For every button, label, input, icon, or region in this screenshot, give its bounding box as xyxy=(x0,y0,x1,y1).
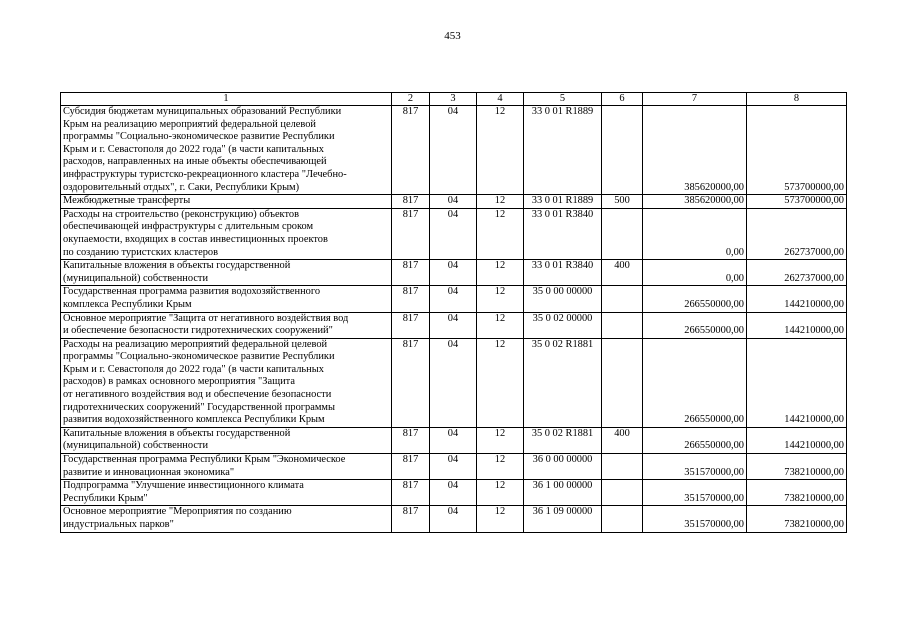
row-name-text: Подпрограмма "Улучшение инвестиционного климата Республики Крым" xyxy=(63,480,304,504)
table-row xyxy=(61,286,847,312)
amount-year1-text: 0,00 xyxy=(725,272,744,284)
table-row xyxy=(61,338,847,427)
section-code-cell xyxy=(430,454,477,480)
expense-type-code-cell xyxy=(602,506,643,532)
amount-year1-cell xyxy=(643,195,747,209)
section-code-cell xyxy=(430,106,477,195)
amount-year1-text: 385620000,00 xyxy=(684,195,744,207)
amount-year2-text: 262737000,00 xyxy=(784,272,844,284)
row-name-text: Субсидия бюджетам муниципальных образований Республики Крым на реализацию мероприятий федеральной целевой программы "Социально-экономическое развитие Республики Крым и г. Севастополя до 2022 года" (в части капитальных расходов, направленных на иные объекты обеспечивающей инфраструктуры туристско-рекреационного кластера "Лечебно- оздоровительный отдых", г. Саки, Республики Крым) xyxy=(63,106,347,193)
row-name-cell xyxy=(61,106,392,195)
grbs-code-text: 817 xyxy=(402,208,419,220)
table-row xyxy=(61,106,847,195)
section-code-cell xyxy=(430,208,477,259)
subsection-code-text: 12 xyxy=(494,506,506,518)
row-name-text: Расходы на строительство (реконструкцию) объектов обеспечивающей инфраструктуры с длительным сроком окупаемости, входящих в состав инвестиционных проектов по созданию туристских кластеров xyxy=(63,208,328,258)
target-item-code-cell xyxy=(524,195,602,209)
row-name-text: Капитальные вложения в объекты государственной (муниципальной) собственности xyxy=(63,260,291,284)
target-item-code-cell xyxy=(524,454,602,480)
amount-year2-text: 144210000,00 xyxy=(784,414,844,426)
subsection-code-text: 12 xyxy=(494,480,506,492)
amount-year2-text: 738210000,00 xyxy=(784,519,844,530)
amount-year1-text: 0,00 xyxy=(725,246,744,258)
amount-year2-text: 144210000,00 xyxy=(784,298,844,310)
section-code-text: 04 xyxy=(447,195,459,207)
subsection-code-text: 12 xyxy=(494,427,506,439)
row-name-text: Государственная программа Республики Крым "Экономическое развитие и инновационная экономика" xyxy=(63,454,346,478)
section-code-text: 04 xyxy=(447,506,459,518)
amount-year1-text: 266550000,00 xyxy=(684,440,744,452)
section-code-cell xyxy=(430,260,477,286)
target-item-code-text: 36 0 00 00000 xyxy=(532,454,593,466)
target-item-code-cell xyxy=(524,338,602,427)
table-row xyxy=(61,427,847,453)
amount-year2-cell xyxy=(747,106,847,195)
amount-year2-text: 573700000,00 xyxy=(784,181,844,193)
grbs-code-cell xyxy=(392,312,430,338)
target-item-code-cell xyxy=(524,480,602,506)
row-name-cell xyxy=(61,208,392,259)
expense-type-code-cell xyxy=(602,208,643,259)
subsection-code-text: 12 xyxy=(494,338,506,350)
target-item-code-cell xyxy=(524,260,602,286)
table-row xyxy=(61,208,847,259)
amount-year2-cell xyxy=(747,286,847,312)
amount-year1-cell xyxy=(643,506,747,532)
target-item-code-cell xyxy=(524,506,602,532)
amount-year1-cell xyxy=(643,454,747,480)
column-header: 7 xyxy=(643,93,747,106)
amount-year2-cell xyxy=(747,506,847,532)
column-header: 6 xyxy=(602,93,643,106)
column-header: 5 xyxy=(524,93,602,106)
amount-year2-cell xyxy=(747,454,847,480)
row-name-text: Капитальные вложения в объекты государственной (муниципальной) собственности xyxy=(63,427,291,452)
row-name-cell xyxy=(61,480,392,506)
grbs-code-cell xyxy=(392,106,430,195)
target-item-code-cell xyxy=(524,208,602,259)
expense-type-code-text: 400 xyxy=(614,260,630,272)
expense-type-code-cell xyxy=(602,338,643,427)
column-header: 2 xyxy=(392,93,430,106)
amount-year1-text: 266550000,00 xyxy=(684,298,744,310)
amount-year1-text: 351570000,00 xyxy=(684,519,744,530)
section-code-text: 04 xyxy=(447,338,459,350)
grbs-code-text: 817 xyxy=(402,260,419,272)
section-code-text: 04 xyxy=(447,260,459,272)
row-name-cell xyxy=(61,506,392,532)
subsection-code-cell xyxy=(477,427,524,453)
target-item-code-text: 36 1 00 00000 xyxy=(532,480,593,492)
column-header: 4 xyxy=(477,93,524,106)
column-header: 8 xyxy=(747,93,847,106)
target-item-code-text: 35 0 02 R1881 xyxy=(531,427,594,439)
row-name-cell xyxy=(61,195,392,209)
grbs-code-cell xyxy=(392,208,430,259)
subsection-code-text: 12 xyxy=(494,286,506,298)
row-name-text: Расходы на реализацию мероприятий федеральной целевой программы "Социально-экономическое развитие Республики Крым и г. Севастополя до 2022 года" (в части капитальных расходов) в рамках основного мероприятия "Защита от негативного воздействия вод и обеспечение безопасности гидротехнических сооружений" Государственной программы развития водохозяйственного комплекса Республики Крым xyxy=(63,338,335,426)
grbs-code-text: 817 xyxy=(402,338,419,350)
grbs-code-cell xyxy=(392,480,430,506)
amount-year1-cell xyxy=(643,480,747,506)
grbs-code-cell xyxy=(392,506,430,532)
row-name-cell xyxy=(61,338,392,427)
amount-year2-cell xyxy=(747,312,847,338)
grbs-code-text: 817 xyxy=(402,480,419,492)
row-name-text: Межбюджетные трансферты xyxy=(63,195,191,207)
amount-year2-text: 738210000,00 xyxy=(784,492,844,504)
grbs-code-cell xyxy=(392,286,430,312)
subsection-code-text: 12 xyxy=(494,195,506,207)
section-code-cell xyxy=(430,338,477,427)
amount-year1-cell xyxy=(643,427,747,453)
target-item-code-cell xyxy=(524,286,602,312)
subsection-code-cell xyxy=(477,208,524,259)
amount-year2-cell xyxy=(747,480,847,506)
section-code-text: 04 xyxy=(447,427,459,439)
row-name-cell xyxy=(61,312,392,338)
table-row xyxy=(61,480,847,506)
table-row xyxy=(61,312,847,338)
section-code-cell xyxy=(430,506,477,532)
subsection-code-cell xyxy=(477,312,524,338)
grbs-code-text: 817 xyxy=(402,427,419,439)
row-name-cell xyxy=(61,286,392,312)
section-code-cell xyxy=(430,427,477,453)
table-row xyxy=(61,195,847,209)
row-name-cell xyxy=(61,260,392,286)
row-name-cell xyxy=(61,454,392,480)
expense-type-code-cell xyxy=(602,106,643,195)
amount-year2-text: 144210000,00 xyxy=(784,440,844,452)
subsection-code-text: 12 xyxy=(494,260,506,272)
target-item-code-cell xyxy=(524,106,602,195)
section-code-cell xyxy=(430,312,477,338)
subsection-code-text: 12 xyxy=(494,312,506,324)
target-item-code-cell xyxy=(524,427,602,453)
section-code-text: 04 xyxy=(447,286,459,298)
table-body xyxy=(61,106,847,533)
row-name-text: Основное мероприятие "Защита от негативного воздействия вод и обеспечение безопасности гидротехнических сооружений" xyxy=(63,312,349,337)
target-item-code-cell xyxy=(524,312,602,338)
amount-year1-cell xyxy=(643,208,747,259)
target-item-code-text: 33 0 01 R1889 xyxy=(531,195,594,207)
section-code-text: 04 xyxy=(447,312,459,324)
grbs-code-cell xyxy=(392,427,430,453)
amount-year2-text: 144210000,00 xyxy=(784,325,844,337)
amount-year1-cell xyxy=(643,338,747,427)
amount-year1-text: 351570000,00 xyxy=(684,466,744,478)
column-header: 1 xyxy=(61,93,392,106)
amount-year1-text: 385620000,00 xyxy=(684,181,744,193)
expense-type-code-cell xyxy=(602,480,643,506)
target-item-code-text: 35 0 00 00000 xyxy=(532,286,593,298)
page-number: 453 xyxy=(444,30,461,42)
amount-year2-cell xyxy=(747,338,847,427)
row-name-text: Государственная программа развития водохозяйственного комплекса Республики Крым xyxy=(63,286,321,310)
row-name-text: Основное мероприятие "Мероприятия по созданию индустриальных парков" xyxy=(63,506,292,530)
budget-table xyxy=(60,92,847,533)
grbs-code-text: 817 xyxy=(402,106,419,117)
amount-year2-cell xyxy=(747,195,847,209)
target-item-code-text: 35 0 02 R1881 xyxy=(531,338,594,350)
row-name-cell xyxy=(61,427,392,453)
grbs-code-text: 817 xyxy=(402,454,419,466)
amount-year1-text: 266550000,00 xyxy=(684,414,744,426)
subsection-code-cell xyxy=(477,480,524,506)
subsection-code-cell xyxy=(477,286,524,312)
table-row xyxy=(61,454,847,480)
amount-year1-cell xyxy=(643,286,747,312)
grbs-code-cell xyxy=(392,195,430,209)
section-code-text: 04 xyxy=(447,106,459,117)
grbs-code-cell xyxy=(392,338,430,427)
target-item-code-text: 36 1 09 00000 xyxy=(532,506,593,518)
amount-year1-cell xyxy=(643,106,747,195)
section-code-text: 04 xyxy=(447,480,459,492)
subsection-code-text: 12 xyxy=(494,454,506,466)
subsection-code-text: 12 xyxy=(494,208,506,220)
expense-type-code-cell xyxy=(602,454,643,480)
expense-type-code-cell xyxy=(602,195,643,209)
table-row xyxy=(61,506,847,532)
expense-type-code-cell xyxy=(602,312,643,338)
grbs-code-text: 817 xyxy=(402,312,419,324)
expense-type-code-text: 500 xyxy=(614,195,630,207)
amount-year1-text: 351570000,00 xyxy=(684,492,744,504)
amount-year1-text: 266550000,00 xyxy=(684,325,744,337)
expense-type-code-text: 400 xyxy=(614,427,630,439)
subsection-code-cell xyxy=(477,454,524,480)
section-code-text: 04 xyxy=(447,208,459,220)
amount-year2-text: 573700000,00 xyxy=(784,195,844,207)
amount-year2-cell xyxy=(747,427,847,453)
grbs-code-cell xyxy=(392,260,430,286)
grbs-code-cell xyxy=(392,454,430,480)
subsection-code-cell xyxy=(477,195,524,209)
subsection-code-cell xyxy=(477,506,524,532)
subsection-code-cell xyxy=(477,260,524,286)
expense-type-code-cell xyxy=(602,260,643,286)
expense-type-code-cell xyxy=(602,286,643,312)
amount-year1-cell xyxy=(643,260,747,286)
expense-type-code-cell xyxy=(602,427,643,453)
section-code-cell xyxy=(430,286,477,312)
column-header: 3 xyxy=(430,93,477,106)
target-item-code-text: 35 0 02 00000 xyxy=(532,312,593,324)
target-item-code-text: 33 0 01 R1889 xyxy=(531,106,594,117)
amount-year2-cell xyxy=(747,260,847,286)
section-code-cell xyxy=(430,480,477,506)
grbs-code-text: 817 xyxy=(402,195,419,207)
section-code-text: 04 xyxy=(447,454,459,466)
subsection-code-text: 12 xyxy=(494,106,506,117)
subsection-code-cell xyxy=(477,106,524,195)
target-item-code-text: 33 0 01 R3840 xyxy=(531,208,594,220)
section-code-cell xyxy=(430,195,477,209)
grbs-code-text: 817 xyxy=(402,286,419,298)
amount-year1-cell xyxy=(643,312,747,338)
amount-year2-cell xyxy=(747,208,847,259)
amount-year2-text: 262737000,00 xyxy=(784,246,844,258)
grbs-code-text: 817 xyxy=(402,506,419,518)
target-item-code-text: 33 0 01 R3840 xyxy=(531,260,594,272)
table-row xyxy=(61,260,847,286)
amount-year2-text: 738210000,00 xyxy=(784,466,844,478)
header-row xyxy=(61,93,847,106)
subsection-code-cell xyxy=(477,338,524,427)
